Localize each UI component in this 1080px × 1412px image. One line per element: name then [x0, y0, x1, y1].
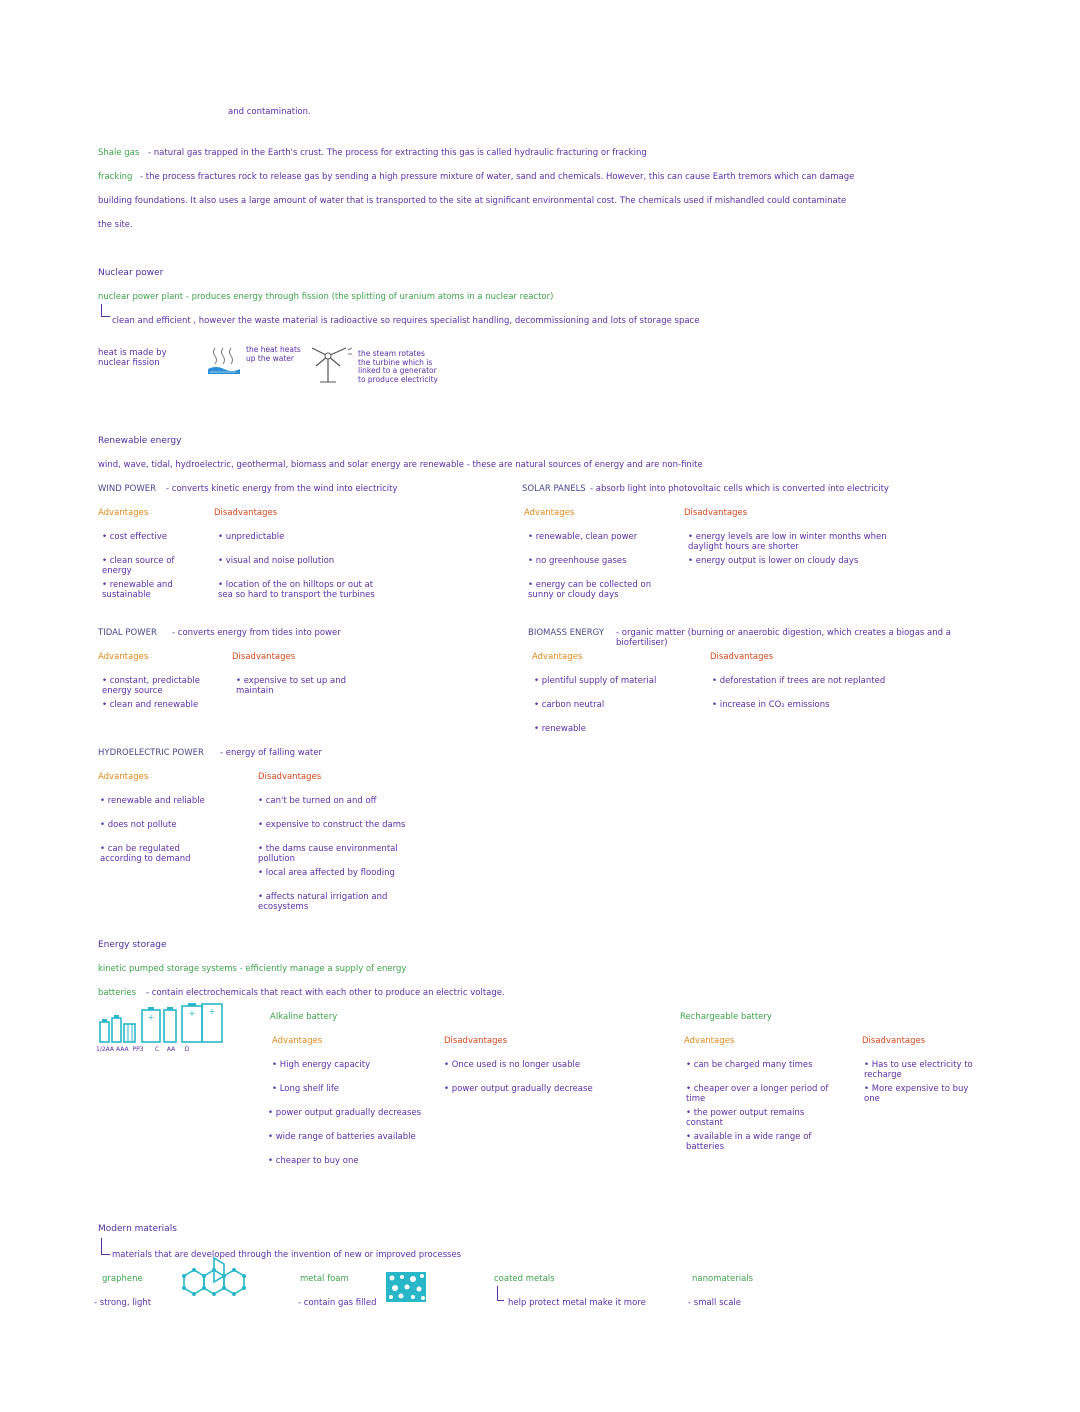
hydro-dis-5: • affects natural irrigation and ecosystems: [258, 892, 388, 912]
solar-adv-2: • no greenhouse gases: [528, 556, 627, 566]
top-fragment: and contamination.: [228, 107, 311, 117]
alkaline-adv-1: • High energy capacity: [272, 1060, 371, 1070]
rechargeable-title: Rechargeable battery: [680, 1012, 772, 1022]
tidal-dis-1: • expensive to set up and maintain: [236, 676, 346, 696]
solar-dis-2: • energy output is lower on cloudy days: [688, 556, 859, 566]
rechargeable-adv-1: • can be charged many times: [686, 1060, 813, 1070]
wind-dis-label: Disadvantages: [214, 508, 278, 518]
svg-text:+: +: [147, 1013, 155, 1022]
biomass-adv-2: • carbon neutral: [534, 700, 605, 710]
hydro-dis-1: • can't be turned on and off: [258, 796, 377, 806]
biomass-title: BIOMASS ENERGY: [528, 628, 605, 638]
nuclear-heading: Nuclear power: [98, 268, 164, 278]
rechargeable-adv-3: • the power output remains constant: [686, 1108, 805, 1128]
coated-metals-label: coated metals: [494, 1274, 555, 1284]
tidal-adv-1: • constant, predictable energy source: [102, 676, 200, 696]
nuclear-plant: nuclear power plant - produces energy through fission (the splitting of uranium atoms in a nuclear reactor): [98, 292, 554, 302]
biomass-dis-label: Disadvantages: [710, 652, 774, 662]
biomass-dis-2: • increase in CO₂ emissions: [712, 700, 830, 710]
modern-heading: Modern materials: [98, 1224, 177, 1234]
rechargeable-dis-label: Disadvantages: [862, 1036, 926, 1046]
biomass-adv-1: • plentiful supply of material: [534, 676, 657, 686]
alkaline-adv-label: Advantages: [272, 1036, 323, 1046]
wind-dis-2: • visual and noise pollution: [218, 556, 335, 566]
modern-def: materials that are developed through the invention of new or improved processes: [112, 1250, 462, 1260]
metal-foam-icon: [386, 1272, 426, 1302]
storage-heading: Energy storage: [98, 940, 167, 950]
batteries-label: batteries: [98, 988, 137, 998]
solar-adv-3: • energy can be collected on sunny or cloudy days: [528, 580, 652, 600]
tidal-dis-label: Disadvantages: [232, 652, 296, 662]
kinetic-storage: kinetic pumped storage systems - efficiently manage a supply of energy: [98, 964, 407, 974]
rechargeable-dis-1: • Has to use electricity to recharge: [864, 1060, 973, 1080]
rechargeable-adv-4: • available in a wide range of batteries: [686, 1132, 812, 1152]
hydro-title: HYDROELECTRIC POWER: [98, 748, 204, 758]
fracking-text: - the process fractures rock to release gas by sending a high pressure mixture of water, sand and chemicals. However, this can cause Earth tremors which can damage: [140, 172, 855, 182]
modern-arrow-icon: [101, 1238, 110, 1255]
turbine-icon: [306, 342, 354, 388]
shale-title: Shale gas: [98, 148, 140, 158]
solar-dis-1: • energy levels are low in winter months when daylight hours are shorter: [688, 532, 887, 552]
shale-line4: the site.: [98, 220, 133, 230]
coated-arrow-icon: [497, 1286, 504, 1301]
rechargeable-adv-label: Advantages: [684, 1036, 735, 1046]
alkaline-dis-1: • Once used is no longer usable: [444, 1060, 581, 1070]
batteries-icon: [98, 1002, 226, 1044]
hydro-dis-4: • local area affected by flooding: [258, 868, 395, 878]
wind-dis-3: • location of the on hilltops or out at sea so hard to transport the turbines: [218, 580, 375, 600]
hydro-dis-3: • the dams cause environmental pollution: [258, 844, 398, 864]
graphene-hexagon-icon: [172, 1260, 260, 1304]
wind-dis-1: • unpredictable: [218, 532, 285, 542]
solar-title: SOLAR PANELS: [522, 484, 586, 494]
wind-desc: - converts kinetic energy from the wind into electricity: [166, 484, 398, 494]
metal-foam-note: - contain gas filled: [298, 1298, 377, 1308]
alkaline-adv-5: • cheaper to buy one: [268, 1156, 359, 1166]
hydro-adv-2: • does not pollute: [100, 820, 177, 830]
nanomaterials-label: nanomaterials: [692, 1274, 754, 1284]
renewable-intro: wind, wave, tidal, hydroelectric, geothermal, biomass and solar energy are renewable - these are natural sources of energy and are non-finite: [98, 460, 703, 470]
alkaline-adv-2: • Long shelf life: [272, 1084, 340, 1094]
tidal-adv-2: • clean and renewable: [102, 700, 199, 710]
alkaline-dis-2: • power output gradually decrease: [444, 1084, 593, 1094]
nuclear-note: clean and efficient , however the waste material is radioactive so requires specialist handling, decommissioning and lots of storage space: [112, 316, 700, 326]
shale-definition: - natural gas trapped in the Earth's crust. The process for extracting this gas is called hydraulic fracturing or fracking: [148, 148, 647, 158]
solar-adv-label: Advantages: [524, 508, 575, 518]
tidal-adv-label: Advantages: [98, 652, 149, 662]
hydro-desc: - energy of falling water: [220, 748, 322, 758]
alkaline-adv-4: • wide range of batteries available: [268, 1132, 416, 1142]
fracking-label: fracking: [98, 172, 133, 182]
solar-desc: - absorb light into photovoltaic cells which is converted into electricity: [590, 484, 889, 494]
coated-metals-note: help protect metal make it more: [508, 1298, 646, 1308]
wind-adv-1: • cost effective: [102, 532, 167, 542]
alkaline-dis-label: Disadvantages: [444, 1036, 508, 1046]
wind-adv-label: Advantages: [98, 508, 149, 518]
nuclear-step3: the steam rotates the turbine which is linked to a generator to produce electricity: [358, 349, 438, 384]
solar-dis-label: Disadvantages: [684, 508, 748, 518]
metal-foam-label: metal foam: [300, 1274, 349, 1284]
biomass-adv-label: Advantages: [532, 652, 583, 662]
wind-adv-2: • clean source of energy: [102, 556, 175, 576]
nanomaterials-note: - small scale: [688, 1298, 742, 1308]
heated-water-icon: [206, 346, 242, 376]
nuclear-arrow-icon: [101, 304, 110, 317]
nuclear-step1: heat is made by nuclear fission: [98, 348, 167, 368]
batteries-text: - contain electrochemicals that react with each other to produce an electric voltage.: [146, 988, 505, 998]
svg-text:+: +: [188, 1009, 196, 1018]
tidal-desc: - converts energy from tides into power: [172, 628, 341, 638]
rechargeable-adv-2: • cheaper over a longer period of time: [686, 1084, 829, 1104]
shale-line3: building foundations. It also uses a large amount of water that is transported to the site at significant environmental cost. The chemicals used if mishandled could contaminate: [98, 196, 847, 206]
alkaline-title: Alkaline battery: [270, 1012, 338, 1022]
hydro-dis-2: • expensive to construct the dams: [258, 820, 406, 830]
hydro-adv-label: Advantages: [98, 772, 149, 782]
graphene-note: - strong, light: [94, 1298, 152, 1308]
biomass-desc: - organic matter (burning or anaerobic digestion, which creates a biogas and a biofertiliser): [616, 628, 951, 648]
wind-adv-3: • renewable and sustainable: [102, 580, 173, 600]
hydro-dis-label: Disadvantages: [258, 772, 322, 782]
wind-title: WIND POWER: [98, 484, 157, 494]
svg-text:+: +: [208, 1007, 216, 1016]
biomass-dis-1: • deforestation if trees are not replanted: [712, 676, 886, 686]
alkaline-adv-3: • power output gradually decreases: [268, 1108, 422, 1118]
biomass-adv-3: • renewable: [534, 724, 587, 734]
graphene-label: graphene: [102, 1274, 143, 1284]
rechargeable-dis-2: • More expensive to buy one: [864, 1084, 969, 1104]
battery-sizes: 1/2AA AAA PP3 C AA D: [96, 1046, 190, 1053]
hydro-adv-1: • renewable and reliable: [100, 796, 205, 806]
hydro-adv-3: • can be regulated according to demand: [100, 844, 191, 864]
renewable-heading: Renewable energy: [98, 436, 182, 446]
nuclear-step2: the heat heats up the water: [246, 345, 301, 363]
tidal-title: TIDAL POWER: [98, 628, 157, 638]
solar-adv-1: • renewable, clean power: [528, 532, 638, 542]
